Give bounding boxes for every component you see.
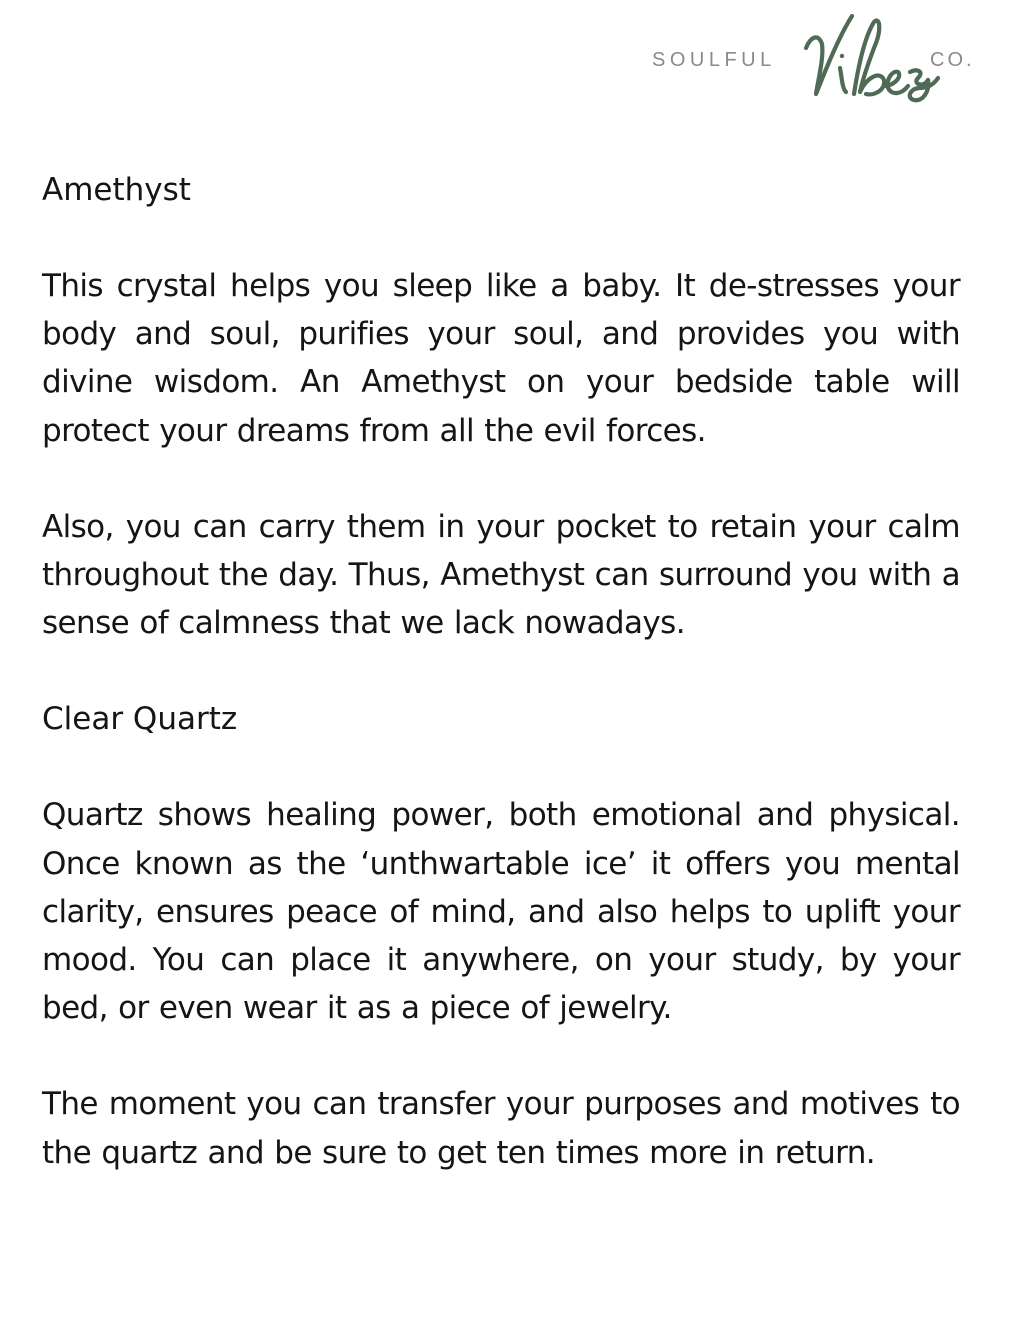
section-title-clear-quartz: Clear Quartz: [42, 701, 238, 738]
amethyst-paragraph-2: Also, you can carry them in your pocket to retain your calm throughout the day. Thus, Amethyst can surround you with a sense of calmness that we lack nowadays.: [42, 508, 960, 642]
spacer: [42, 214, 960, 262]
amethyst-paragraph-1: This crystal helps you sleep like a baby. It de-stresses your body and soul, purifies your soul, and provides you with divine wisdom. An Amethyst on your bedside table will protect your dreams from all the evil forces.: [42, 268, 960, 449]
spacer: [42, 1032, 960, 1080]
logo-script-vibes: [806, 16, 938, 100]
spacer: [42, 647, 960, 695]
soulful-vibes-logo: [648, 8, 978, 104]
spacer: [42, 455, 960, 503]
spacer: [42, 743, 960, 791]
section-title-amethyst: Amethyst: [42, 172, 191, 208]
article-body: [42, 166, 960, 1177]
quartz-paragraph-2: The moment you can transfer your purposes and motives to the quartz and be sure to get ten times more in return.: [42, 1086, 960, 1171]
logo-mark: [648, 8, 978, 104]
logo-right-text: CO.: [930, 49, 975, 71]
logo-left-text: SOULFUL: [652, 49, 776, 71]
quartz-paragraph-1: Quartz shows healing power, both emotional and physical. Once known as the ‘unthwartable ice’ it offers you mental clarity, ensures peace of mind, and also helps to uplift your mood. You can place it anywhere, on your study, by your bed, or even wear it as a piece of jewelry.: [42, 797, 960, 1027]
